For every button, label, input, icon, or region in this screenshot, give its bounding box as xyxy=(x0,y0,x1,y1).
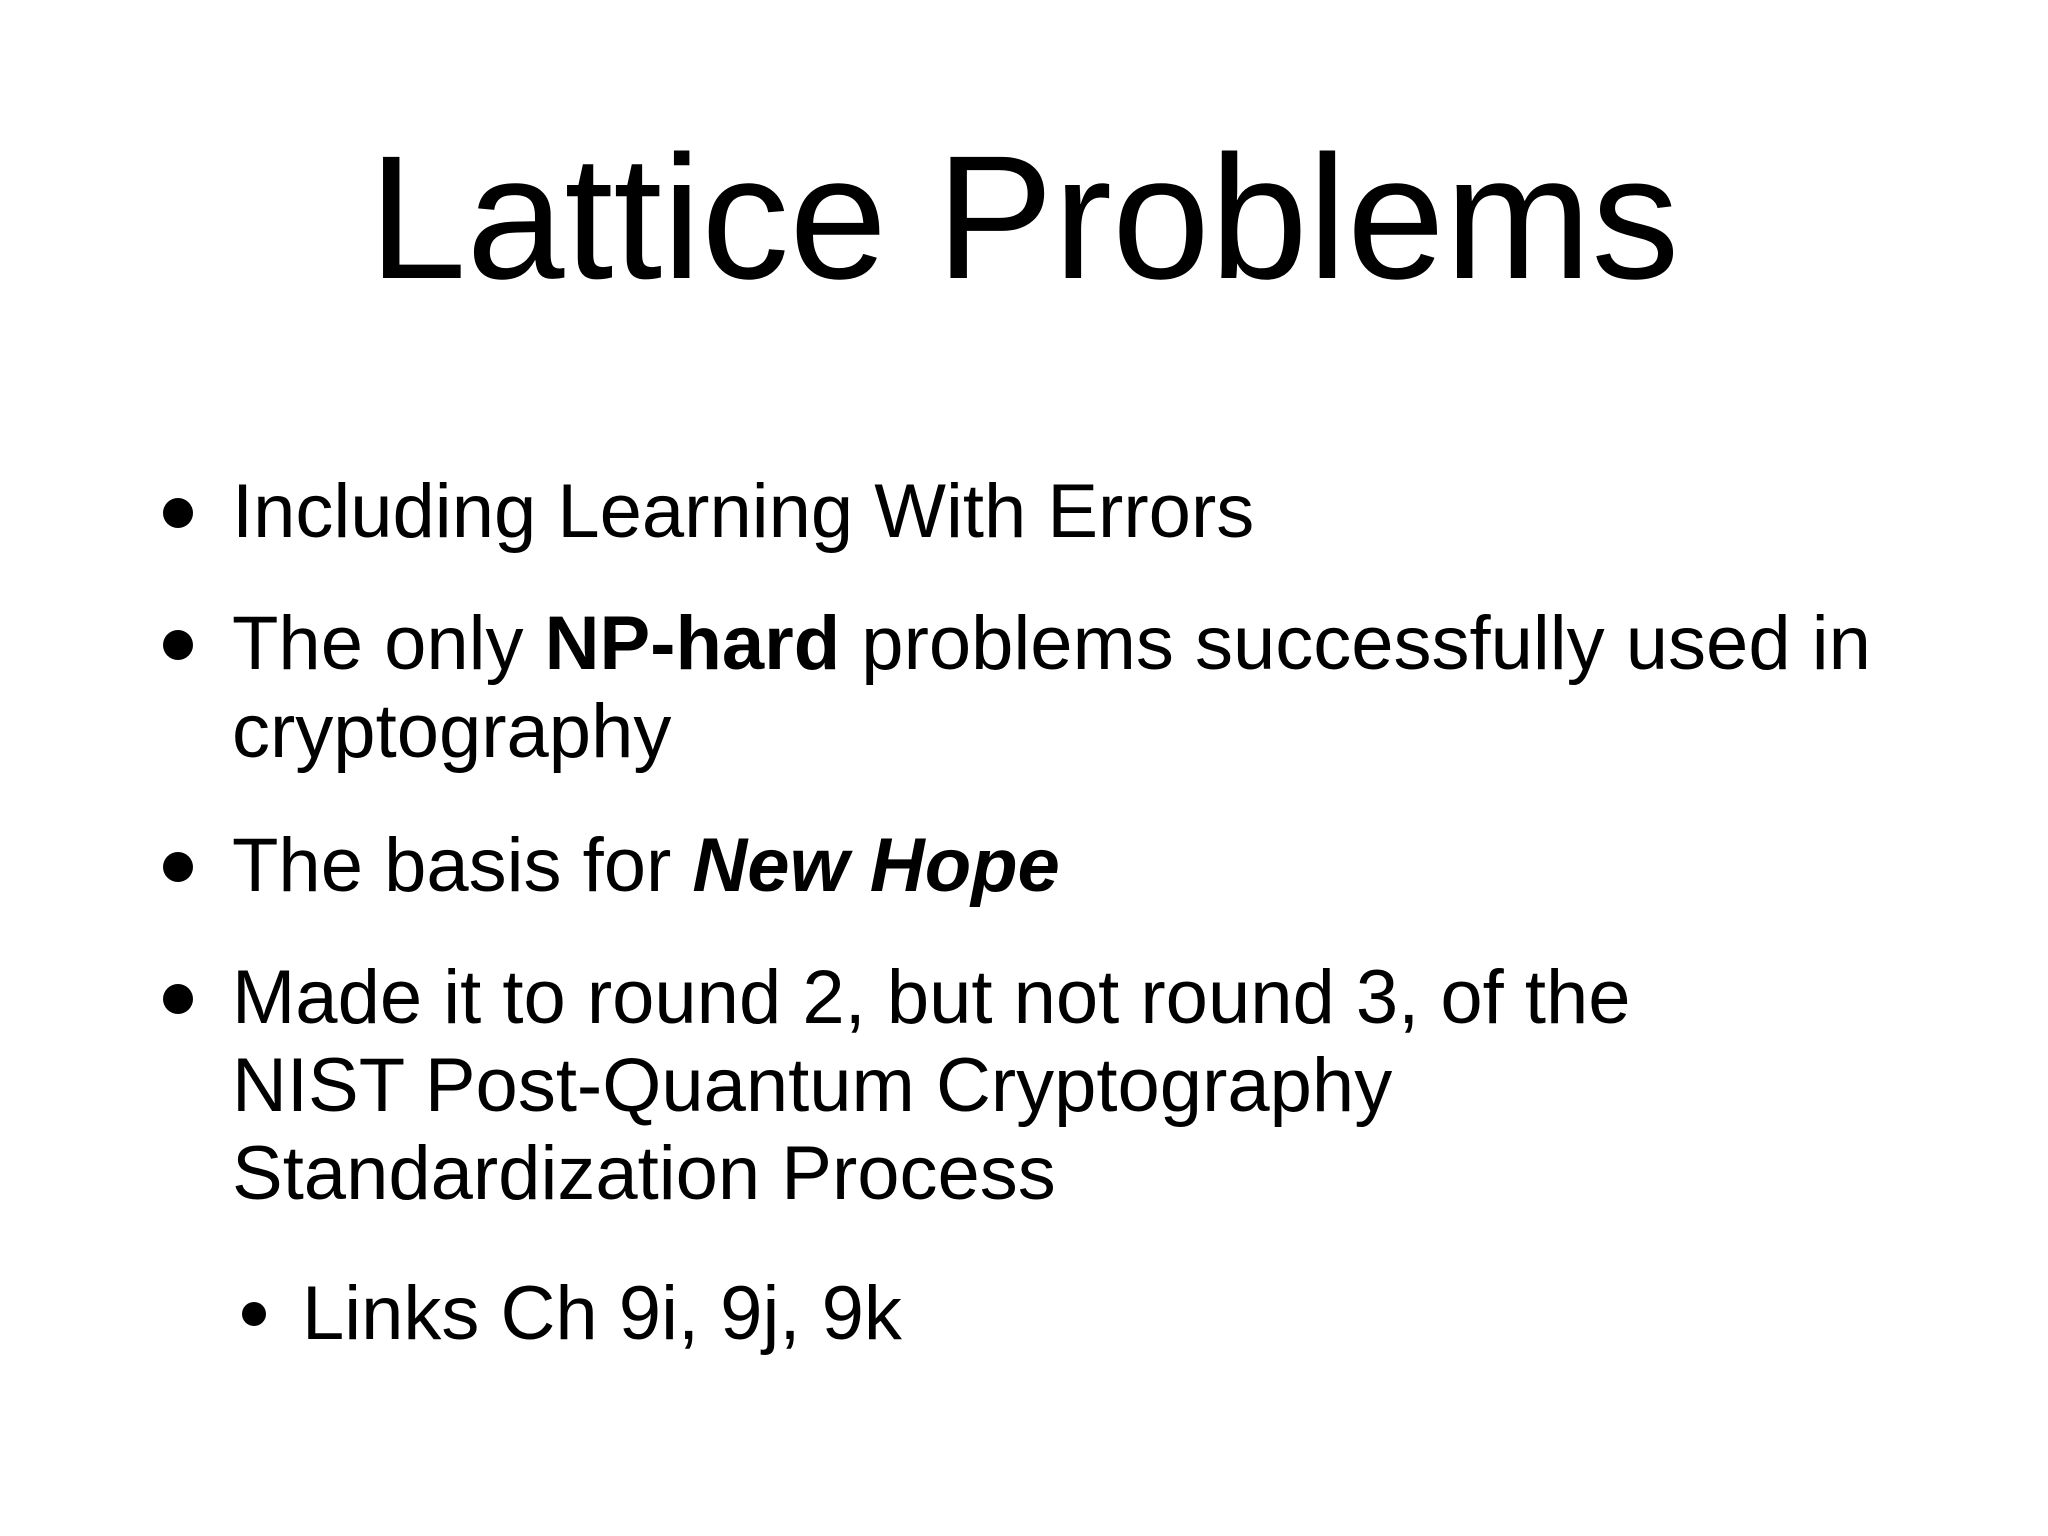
bullet-item-2 xyxy=(232,600,1932,776)
bullet-item-1 xyxy=(232,468,1912,556)
bullet-4-line-3: Standardization Process xyxy=(232,1131,1056,1216)
sub-bullet-item-1 xyxy=(302,1270,902,1358)
bullet-3-text-bold-italic: New Hope xyxy=(692,823,1060,908)
bullet-2-text-post: problems successfully used in cryptography xyxy=(232,601,1871,774)
bullet-4-line-2: NIST Post-Quantum Cryptography xyxy=(232,1043,1393,1128)
sub-bullet-1-text: Links Ch 9i, 9j, 9k xyxy=(302,1271,902,1356)
bullet-3-text-pre: The basis for xyxy=(232,823,693,908)
bullet-1-text: Including Learning With Errors xyxy=(232,469,1255,554)
sub-bullet-dot-icon xyxy=(242,1302,266,1326)
bullet-4-line-1: Made it to round 2, but not round 3, of the xyxy=(232,955,1631,1040)
bullet-dot-icon xyxy=(163,984,193,1014)
bullet-item-3 xyxy=(232,822,1912,910)
bullet-2-text-pre: The only xyxy=(232,601,545,686)
bullet-item-4 xyxy=(232,954,1912,1218)
bullet-2-text-bold: NP-hard xyxy=(544,601,841,686)
bullet-dot-icon xyxy=(163,852,193,882)
bullet-dot-icon xyxy=(163,630,193,660)
bullet-dot-icon xyxy=(163,498,193,528)
slide-title: Lattice Problems xyxy=(368,120,1680,316)
